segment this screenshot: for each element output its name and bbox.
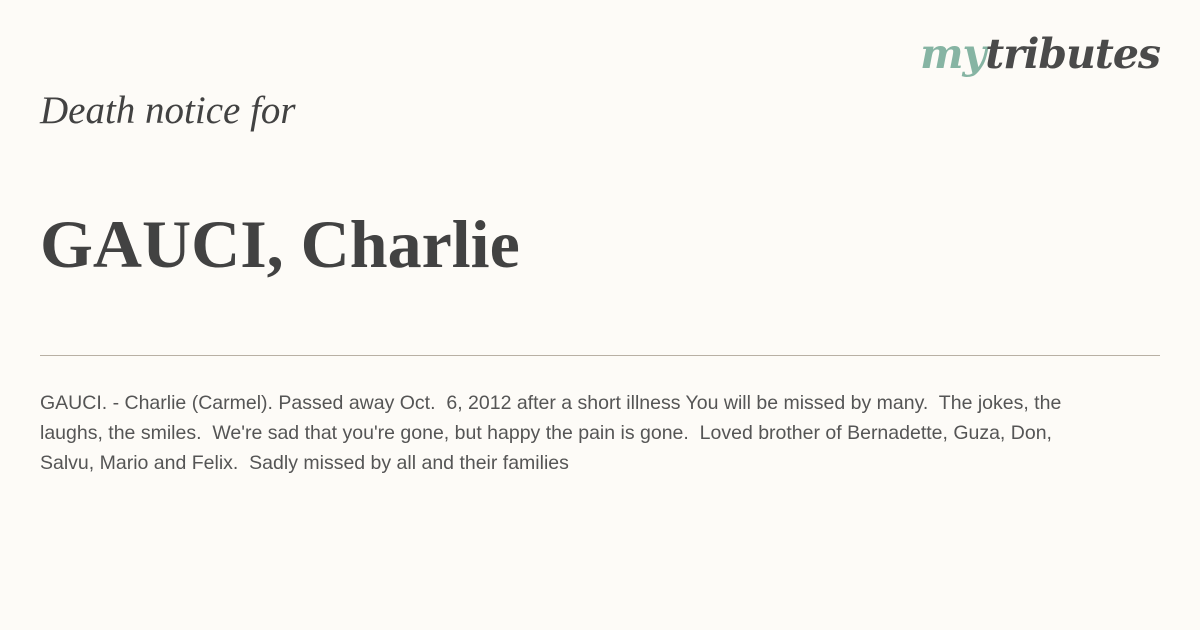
section-divider (40, 355, 1160, 356)
notice-body-text: GAUCI. - Charlie (Carmel). Passed away Oct. 6, 2012 after a short illness You will be missed by many. The jokes, the laughs, the smiles. We're sad that you're gone, but happy the pain is gone. Loved brother of Bernadette, Guza, Don, Salvu, Mario and Felix. Sadly missed by all and their families (40, 392, 1067, 474)
death-notice-heading: Death notice for (40, 89, 296, 132)
logo-my: my (920, 30, 986, 78)
deceased-name: GAUCI, Charlie (40, 206, 520, 282)
logo-tributes: tributes (985, 30, 1160, 78)
mytributes-logo (920, 30, 1160, 78)
